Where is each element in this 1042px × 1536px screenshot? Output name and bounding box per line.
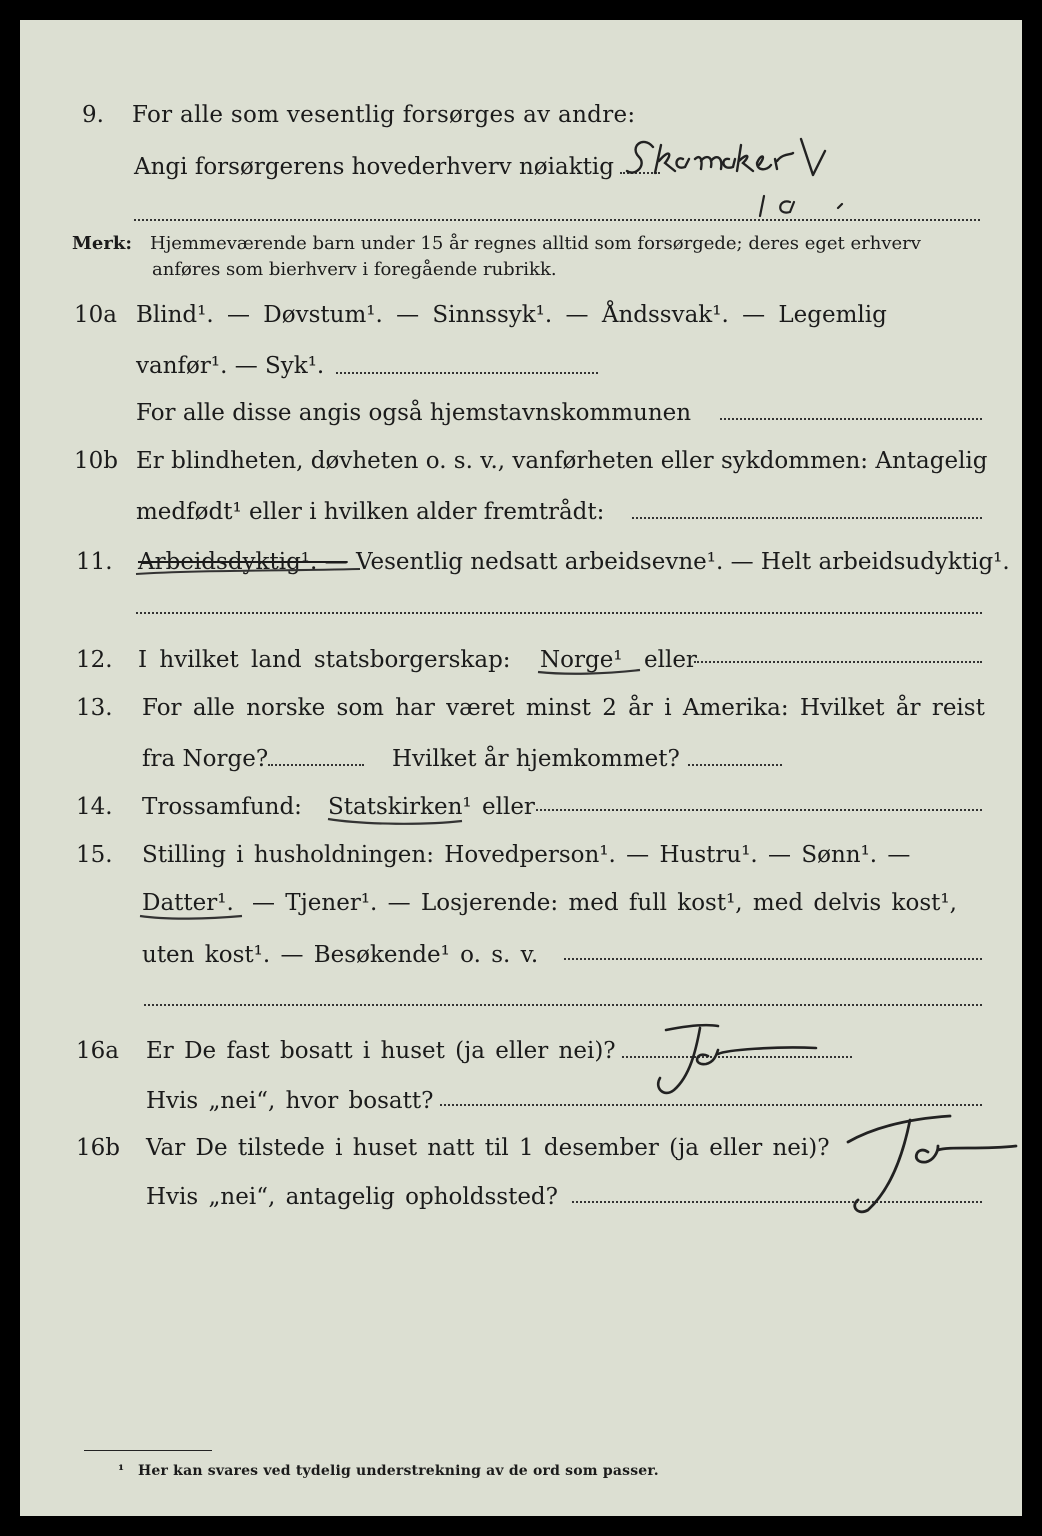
q13-line1: For alle norske som har været minst 2 år i Amerika: Hvilket år reist: [142, 695, 985, 721]
q10b-line1: Er blindheten, døvheten o. s. v., vanførheten eller sykdommen: Antagelig: [136, 448, 988, 474]
footnote-mark: ¹: [118, 1463, 125, 1479]
q14-handwritten-underline: [326, 813, 466, 829]
q16b-handwritten-ja: [840, 1110, 1020, 1220]
q13-hjemkommet: Hvilket år hjemkommet?: [392, 746, 680, 772]
q11-options: Vesentlig nedsatt arbeidsevne¹. — Helt arbeidsudyktig¹.: [356, 549, 1010, 575]
merk-label: Merk:: [72, 233, 132, 254]
q11-extra-line: [136, 612, 982, 614]
q14-number: 14.: [76, 794, 113, 820]
q14-eller: eller: [482, 794, 535, 820]
q13-number: 13.: [76, 695, 113, 721]
q15-handwritten-underline: [138, 910, 248, 924]
q12-selected-norge: Norge¹: [540, 647, 623, 673]
q12-handwritten-underline: [536, 666, 646, 678]
q12-question: I hvilket land statsborgerskap:: [138, 647, 511, 673]
q10b-line2: medfødt¹ eller i hvilken alder fremtrådt:: [136, 499, 605, 525]
q15-answer-line: [564, 958, 982, 960]
q12-number: 12.: [76, 647, 113, 673]
q15-line2: — Tjener¹. — Losjerende: med full kost¹, med delvis kost¹,: [252, 890, 957, 916]
q10a-syk-answer-line: [336, 372, 598, 374]
q12-answer-line: [694, 661, 982, 663]
q13-fra-norge: fra Norge?: [142, 746, 269, 772]
q10b-number: 10b: [74, 448, 118, 474]
q11-handwritten-underline: [134, 566, 364, 578]
q16a-bosatt-answer-line: [440, 1104, 982, 1106]
q9-number: 9.: [82, 102, 104, 128]
q16b-line2: Hvis „nei“, antagelig opholdssted?: [146, 1184, 558, 1210]
q16b-line1: Var De tilstede i huset natt til 1 desember (ja eller nei)?: [146, 1135, 830, 1161]
q11-number: 11.: [76, 549, 113, 575]
q16a-handwritten-ja: [626, 1020, 826, 1100]
q13-reist-answer-line: [268, 764, 364, 766]
q13-hjemkommet-answer-line: [688, 764, 782, 766]
q10a-hjemstavn-answer-line: [720, 418, 982, 420]
q15-line3: uten kost¹. — Besøkende¹ o. s. v.: [142, 942, 539, 968]
q14-answer-line: [536, 809, 982, 811]
q16a-line2: Hvis „nei“, hvor bosatt?: [146, 1088, 434, 1114]
q9-handwritten-mark: [750, 192, 870, 222]
q11-struck-option: Arbeidsdyktig¹. —: [138, 549, 348, 575]
q15-number: 15.: [76, 842, 113, 868]
q15-extra-line: [144, 1004, 982, 1006]
q10a-line3: For alle disse angis også hjemstavnskommunen: [136, 400, 692, 426]
q15-line1: Stilling i husholdningen: Hovedperson¹. — Hustru¹. — Sønn¹. —: [142, 842, 911, 868]
q9-line2: Angi forsørgerens hovederhverv nøiaktig: [134, 154, 614, 180]
q15-selected-datter: Datter¹.: [142, 890, 234, 916]
q12-eller: eller: [644, 647, 697, 673]
q10a-line1: Blind¹. — Døvstum¹. — Sinnssyk¹. — Åndssvak¹. — Legemlig: [136, 302, 887, 328]
q16b-number: 16b: [76, 1135, 120, 1161]
merk-line2: anføres som bierhverv i foregående rubrikk.: [152, 259, 557, 280]
q16a-number: 16a: [76, 1038, 119, 1064]
q9-handwritten-answer: [625, 125, 985, 185]
q9-line1: For alle som vesentlig forsørges av andre:: [132, 102, 636, 128]
q10b-answer-line: [632, 517, 982, 519]
q14-selected-statskirken: Statskirken¹: [328, 794, 472, 820]
q14-question: Trossamfund:: [142, 794, 302, 820]
q10a-number: 10a: [74, 302, 117, 328]
merk-line1: Hjemmeværende barn under 15 år regnes alltid som forsørgede; deres eget erhverv: [150, 233, 921, 254]
q10a-line2: vanfør¹. — Syk¹.: [136, 353, 325, 379]
footnote-rule: [84, 1450, 212, 1451]
q16a-line1: Er De fast bosatt i huset (ja eller nei)?: [146, 1038, 616, 1064]
footnote-text: Her kan svares ved tydelig understrekning av de ord som passer.: [138, 1463, 659, 1479]
